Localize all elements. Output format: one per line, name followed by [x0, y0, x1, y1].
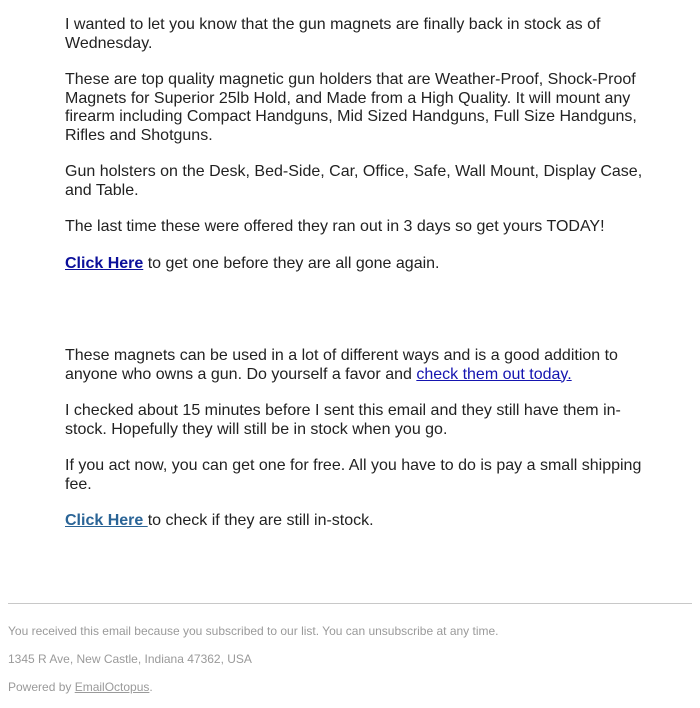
footer-divider	[8, 603, 692, 604]
product-description-paragraph: These are top quality magnetic gun holders that are Weather-Proof, Shock-Proof Magnets for Superior 25lb Hold, and Made from a High Quality. It will mount any firearm including Compact Handguns, Mid Sized Handguns, Full Size Handguns, Rifles and Shotguns.	[65, 71, 637, 144]
click-here-link-1[interactable]: Click Here	[65, 254, 144, 272]
powered-by	[8, 680, 692, 694]
spacer	[65, 291, 645, 347]
benefits-text: These magnets can be used in a lot of different ways and is a good addition to anyone who owns a gun. Do yourself a favor and	[65, 347, 618, 383]
intro-paragraph: I wanted to let you know that the gun magnets are finally back in stock as of Wednesday.	[65, 16, 601, 52]
cta-paragraph-2	[65, 512, 645, 531]
cta-1-text: to get one before they are all gone again.	[143, 254, 440, 272]
urgency-paragraph: The last time these were offered they ran out in 3 days so get yours TODAY!	[65, 218, 605, 235]
cta-paragraph-1	[65, 255, 645, 274]
uses-paragraph: Gun holsters on the Desk, Bed-Side, Car, Office, Safe, Wall Mount, Display Case, and Table.	[65, 163, 643, 199]
email-footer	[8, 624, 692, 708]
cta-2-text: to check if they are still in-stock.	[147, 512, 374, 529]
email-body	[65, 16, 645, 549]
subscription-note: You received this email because you subscribed to our list. You can unsubscribe at any time.	[8, 624, 499, 638]
benefits-paragraph	[65, 347, 645, 384]
powered-by-label: Powered by	[8, 680, 75, 694]
sender-address: 1345 R Ave, New Castle, Indiana 47362, USA	[8, 652, 252, 666]
powered-by-suffix: .	[149, 680, 153, 694]
stock-check-paragraph: I checked about 15 minutes before I sent this email and they still have them in-stock. Hopefully they will still be in stock when you go.	[65, 402, 621, 438]
emailoctopus-link[interactable]: EmailOctopus	[74, 680, 150, 694]
free-offer-paragraph: If you act now, you can get one for free. All you have to do is pay a small shipping fee.	[65, 457, 642, 493]
check-them-out-link[interactable]: check them out today.	[416, 365, 572, 383]
click-here-link-2[interactable]: Click Here	[65, 512, 148, 529]
